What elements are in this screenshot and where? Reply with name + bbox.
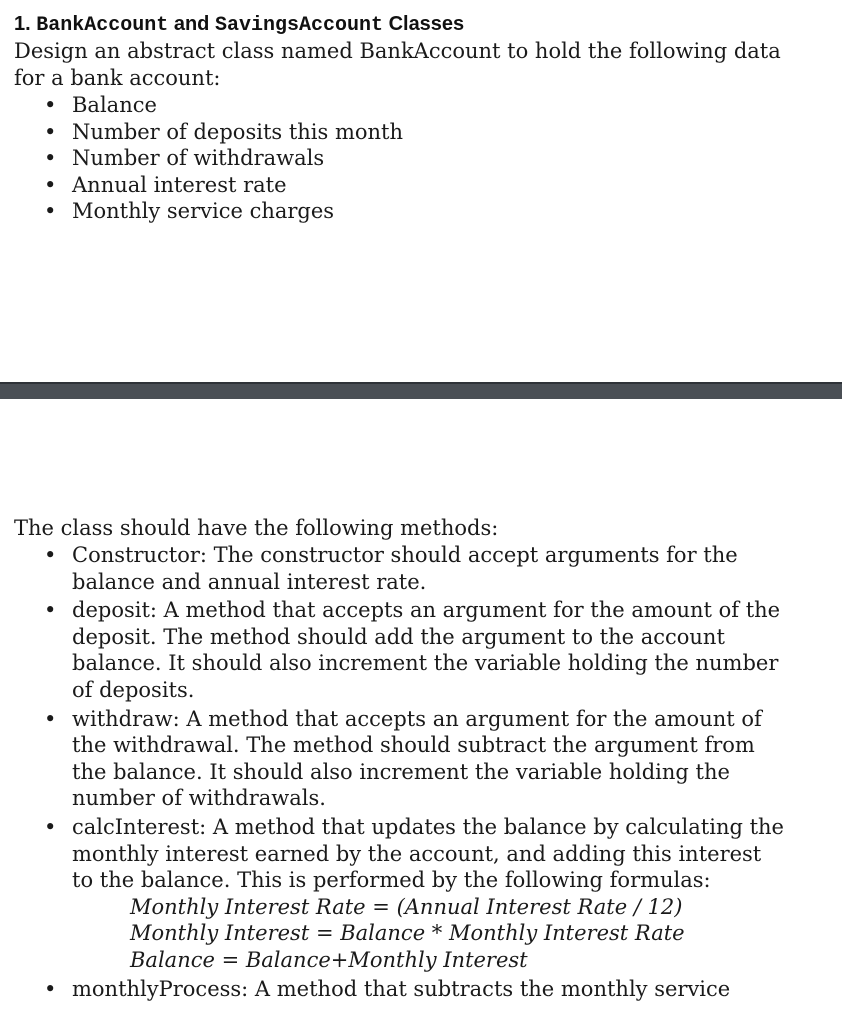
section-heading	[14, 13, 464, 37]
field-label: Annual interest rate	[72, 172, 287, 197]
list-item	[14, 814, 804, 974]
field-label: Monthly service charges	[72, 199, 335, 224]
bullet-icon: •	[44, 146, 57, 171]
bullet-icon: •	[44, 706, 57, 731]
page-top-section	[0, 0, 842, 380]
formula-equals: =	[365, 894, 397, 919]
field-label: Balance	[72, 93, 157, 117]
bullet-icon: •	[44, 814, 57, 839]
list-item	[14, 198, 794, 225]
formula-line	[130, 894, 804, 921]
intro-paragraph: Design an abstract class named BankAccount to hold the following data for a bank account:	[14, 39, 781, 90]
formula-lhs: Balance	[130, 947, 215, 972]
heading-and: and	[173, 13, 210, 35]
bullet-icon: •	[44, 199, 57, 224]
method-description: calcInterest: A method that updates the balance by calculating the monthly interest earned by the account, and adding this interest to the balance. This is performed by the following formulas:	[72, 814, 784, 893]
heading-suffix: Classes	[388, 13, 465, 35]
list-item	[14, 597, 804, 703]
bullet-icon: •	[44, 543, 57, 567]
method-description: monthlyProcess: A method that subtracts the monthly service	[72, 976, 731, 1001]
formula-lhs: Monthly Interest	[130, 921, 310, 946]
class-name-bankaccount: BankAccount	[36, 14, 169, 37]
formula-rhs: (Annual Interest Rate / 12)	[396, 894, 683, 919]
bullet-icon: •	[44, 172, 57, 197]
list-item	[14, 145, 794, 172]
list-item	[14, 92, 794, 119]
method-description: Constructor: The constructor should accept arguments for the balance and annual interest rate.	[72, 543, 738, 594]
methods-intro: The class should have the following methods:	[14, 516, 499, 540]
formula-equals: =	[309, 921, 341, 946]
formula-line	[130, 947, 804, 974]
formula-line	[130, 920, 804, 947]
list-item	[14, 172, 794, 199]
formula-equals: =	[214, 947, 246, 972]
method-description: withdraw: A method that accepts an argument for the amount of the withdrawal. The method should subtract the argument from the balance. It should also increment the variable holding the number of withdrawals.	[72, 706, 762, 811]
page-bottom-section	[0, 399, 842, 1024]
bullet-icon: •	[44, 119, 57, 144]
list-item	[14, 706, 804, 812]
page-divider	[0, 382, 842, 399]
bullet-icon: •	[44, 598, 57, 623]
method-description: deposit: A method that accepts an argument for the amount of the deposit. The method should add the argument to the account balance. It should also increment the variable holding the number of deposits.	[72, 598, 781, 702]
formula-rhs: Balance+Monthly Interest	[245, 947, 528, 972]
fields-list	[14, 92, 794, 225]
list-item	[14, 976, 804, 1003]
formula-rhs: Balance * Monthly Interest Rate	[340, 921, 685, 946]
methods-list	[14, 542, 804, 1004]
bullet-icon: •	[44, 93, 57, 117]
class-name-savingsaccount: SavingsAccount	[214, 14, 383, 37]
field-label: Number of deposits this month	[72, 119, 404, 144]
section-number: 1.	[14, 13, 31, 35]
formula-lhs: Monthly Interest Rate	[130, 894, 366, 919]
bullet-icon: •	[44, 976, 57, 1001]
field-label: Number of withdrawals	[72, 146, 325, 171]
list-item	[14, 542, 804, 595]
list-item	[14, 119, 794, 146]
